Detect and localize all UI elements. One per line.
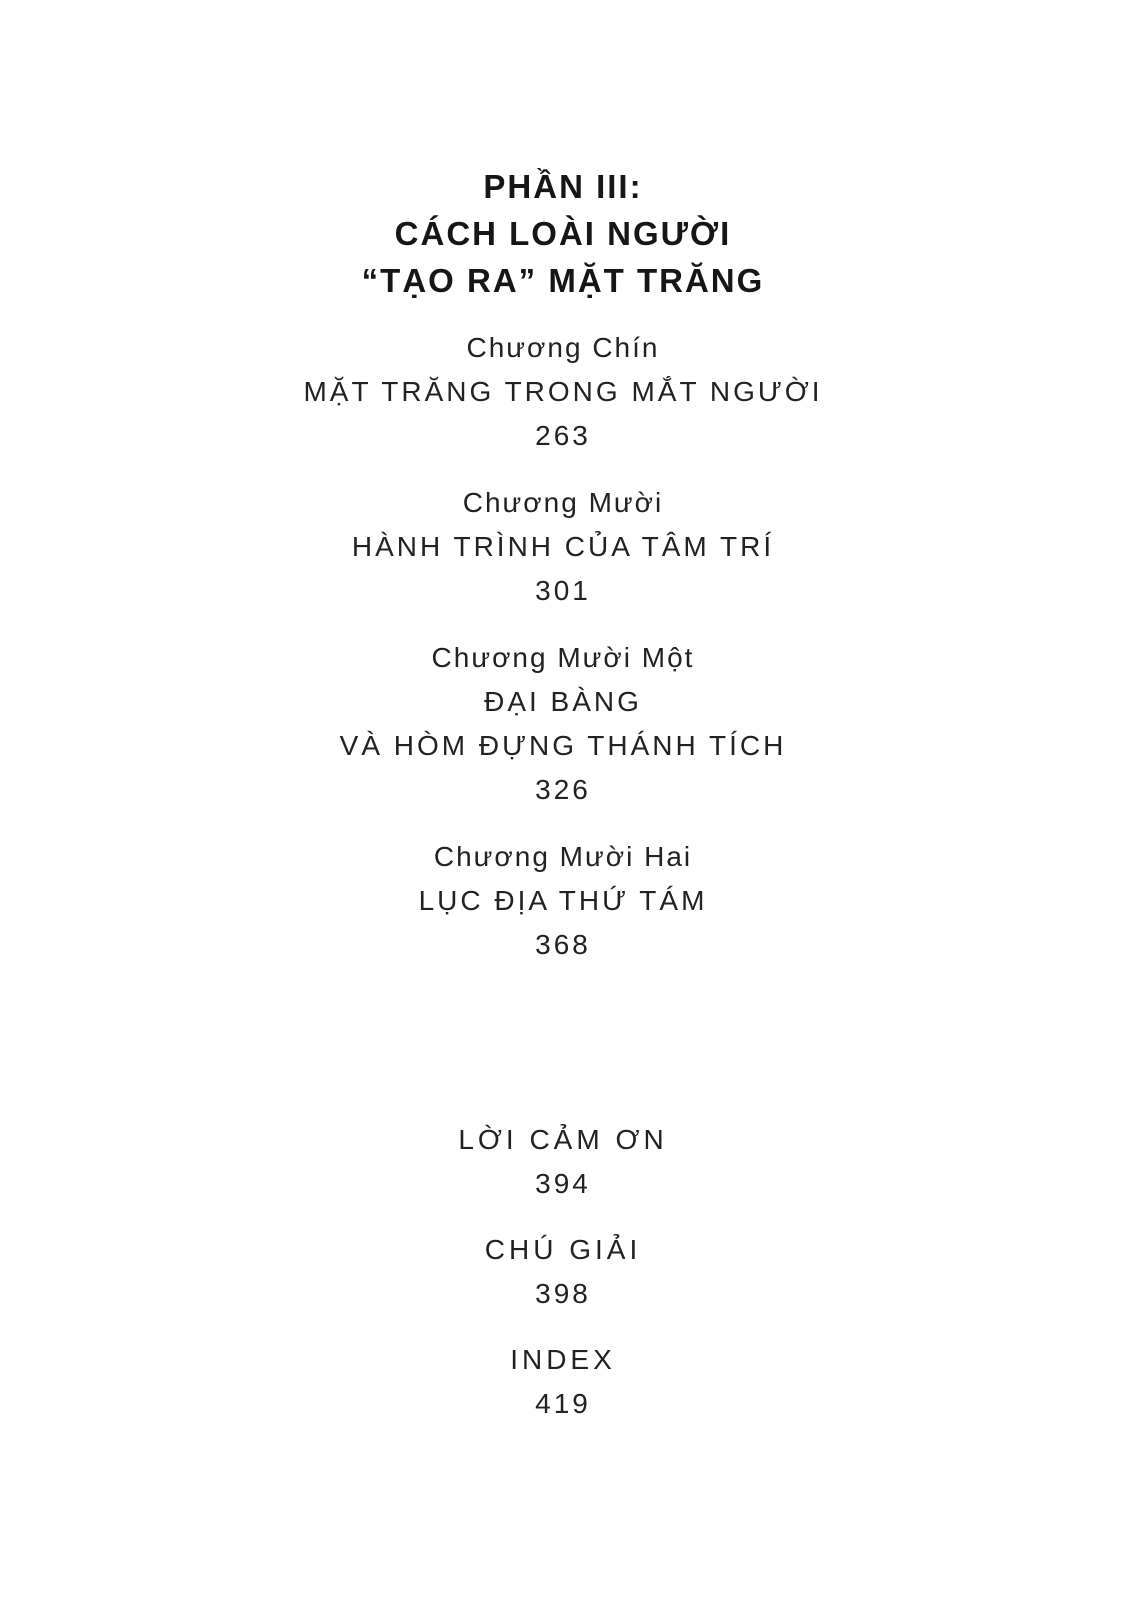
back-matter-page-number: 419 [535, 1388, 591, 1419]
chapter-title-line: ĐẠI BÀNG [484, 686, 642, 717]
back-matter-page-number: 394 [535, 1168, 591, 1199]
part-header-line-1: PHẦN III: [483, 168, 643, 205]
chapter-label: Chương Chín [466, 332, 660, 363]
chapter-list [0, 326, 1126, 967]
chapter-page-number: 301 [535, 575, 591, 606]
chapter-title-line: LỤC ĐỊA THỨ TÁM [418, 885, 708, 916]
toc-entry-acknowledgments [0, 1118, 1126, 1206]
toc-entry-chapter-eleven [0, 636, 1126, 812]
back-matter-title: LỜI CẢM ƠN [458, 1124, 668, 1155]
chapter-title-line: HÀNH TRÌNH CỦA TÂM TRÍ [351, 531, 775, 562]
chapter-label: Chương Mười Hai [433, 841, 693, 872]
chapter-label: Chương Mười Một [431, 642, 695, 673]
chapter-page-number: 368 [535, 929, 591, 960]
part-header [0, 0, 1126, 304]
chapter-page-number: 263 [535, 420, 591, 451]
part-header-line-3: “TẠO RA” MẶT TRĂNG [361, 262, 765, 299]
toc-entry-chapter-twelve [0, 835, 1126, 967]
toc-entry-index [0, 1338, 1126, 1426]
chapter-page-number: 326 [535, 774, 591, 805]
toc-entry-chapter-nine [0, 326, 1126, 458]
back-matter-list [0, 1118, 1126, 1426]
back-matter-title: CHÚ GIẢI [484, 1234, 642, 1265]
chapter-title-line: MẶT TRĂNG TRONG MẮT NGƯỜI [303, 376, 823, 407]
back-matter-title: INDEX [510, 1344, 616, 1375]
toc-entry-notes [0, 1228, 1126, 1316]
part-header-line-2: CÁCH LOÀI NGƯỜI [394, 215, 732, 252]
back-matter-page-number: 398 [535, 1278, 591, 1309]
toc-entry-chapter-ten [0, 481, 1126, 613]
chapter-title-line: VÀ HÒM ĐỰNG THÁNH TÍCH [339, 730, 787, 761]
chapter-label: Chương Mười [462, 487, 664, 518]
